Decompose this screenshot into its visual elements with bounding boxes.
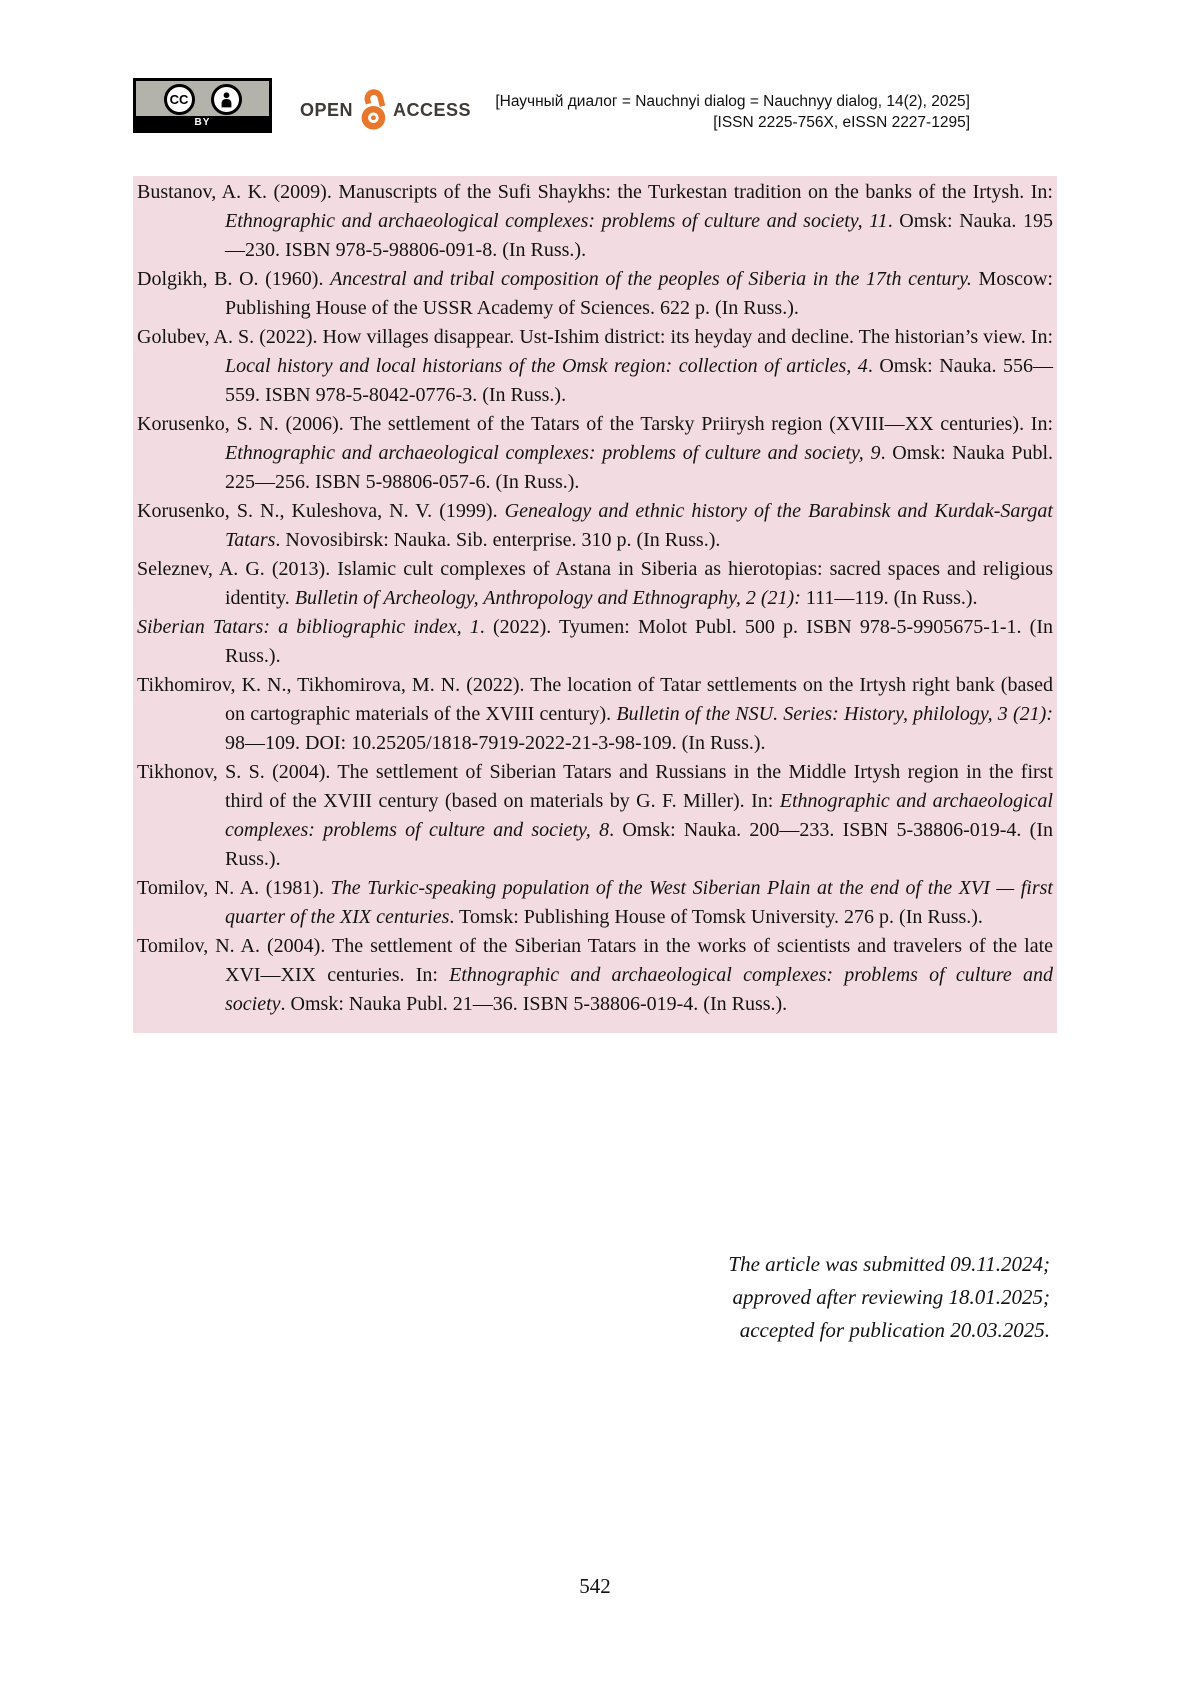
reference-entry: Korusenko, S. N., Kuleshova, N. V. (1999). Genealogy and ethnic history of the Barabinsk and Kurdak-Sargat Tatars. Novosibirsk: Nauka. Sib. enterprise. 310 p. (In Russ.).: [137, 500, 1053, 551]
reference-entry: Dolgikh, B. O. (1960). Ancestral and tribal composition of the peoples of Siberia in the 17th century. Moscow: Publishing House of the USSR Academy of Sciences. 622 p. (In Russ.).: [137, 268, 1053, 319]
journal-header: [495, 91, 970, 133]
cc-by-label: BY: [136, 116, 269, 130]
person-icon: [211, 84, 242, 115]
reference-entry: Tomilov, N. A. (2004). The settlement of the Siberian Tatars in the works of scientists and travelers of the late XVI—XIX centuries. In: Ethnographic and archaeological complexes: problems of culture and society. Omsk: Nauka Publ. 21—36. ISBN 5-38806-019-4. (In Russ.).: [137, 935, 1054, 1015]
reference-entry: Golubev, A. S. (2022). How villages disappear. Ust-Ishim district: its heyday and decline. The historian’s view. In: Local history and local historians of the Omsk region: collection of articles, 4. Omsk: Nauka. 556—559. ISBN 978-5-8042-0776-3. (In Russ.).: [137, 326, 1053, 406]
page-number: 542: [579, 1574, 611, 1598]
open-access-access-label: ACCESS: [393, 99, 472, 120]
approved-date-line: approved after reviewing 18.01.2025;: [732, 1285, 1050, 1309]
reference-entry: Tikhonov, S. S. (2004). The settlement of Siberian Tatars and Russians in the Middle Irtysh region in the first third of the XVIII century (based on materials by G. F. Miller). In: Ethnographic and archaeological complexes: problems of culture and society, 8. Omsk: Nauka. 200—233. ISBN 5-38806-019-4. (In Russ.).: [137, 761, 1054, 870]
reference-entry: Siberian Tatars: a bibliographic index, 1. (2022). Tyumen: Molot Publ. 500 p. ISBN 978-5-9905675-1-1. (In Russ.).: [137, 616, 1054, 667]
open-access-logo: [300, 88, 471, 132]
accepted-date-line: accepted for publication 20.03.2025.: [739, 1318, 1050, 1342]
reference-entry: Seleznev, A. G. (2013). Islamic cult complexes of Astana in Siberia as hierotopias: sacred spaces and religious identity. Bulletin of Archeology, Anthropology and Ethnography, 2 (21): 111—119. (In Russ.).: [137, 558, 1053, 609]
reference-entry: Tomilov, N. A. (1981). The Turkic-speaking population of the West Siberian Plain at the end of the XVI — first quarter of the XIX centuries. Tomsk: Publishing House of Tomsk University. 276 p. (In Russ.).: [137, 877, 1053, 928]
submitted-date-line: The article was submitted 09.11.2024;: [728, 1252, 1050, 1276]
references-highlight: [133, 176, 1057, 1033]
reference-entry: Korusenko, S. N. (2006). The settlement of the Tatars of the Tarsky Priirysh region (XVIII—XX centuries). In: Ethnographic and archaeological complexes: problems of culture and society, 9. Omsk: Nauka Publ. 225—256. ISBN 5-98806-057-6. (In Russ.).: [137, 413, 1054, 493]
open-lock-icon: [358, 86, 388, 135]
journal-issn-line: [ISSN 2225-756X, eISSN 2227-1295]: [713, 114, 970, 131]
cc-by-license-badge: [133, 78, 272, 133]
references-list: [137, 178, 1053, 1019]
cc-label: CC: [169, 91, 189, 107]
cc-badge-circles: [136, 82, 269, 116]
journal-title-line: [Научный диалог = Nauchnyi dialog = Nauchnyy dialog, 14(2), 2025]: [495, 93, 970, 110]
cc-icon: [164, 84, 195, 115]
open-access-open-label: OPEN: [300, 99, 354, 120]
article-dates: [728, 1248, 1050, 1347]
reference-entry: Bustanov, A. K. (2009). Manuscripts of the Sufi Shaykhs: the Turkestan tradition on the banks of the Irtysh. In: Ethnographic and archaeological complexes: problems of culture and society, 11. Omsk: Nauka. 195—230. ISBN 978-5-98806-091-8. (In Russ.).: [137, 181, 1053, 261]
reference-entry: Tikhomirov, K. N., Tikhomirova, M. N. (2022). The location of Tatar settlements on the Irtysh right bank (based on cartographic materials of the XVIII century). Bulletin of the NSU. Series: History, philology, 3 (21): 98—109. DOI: 10.25205/1818-7919-2022-21-3-98-109. (In Russ.).: [137, 674, 1054, 754]
